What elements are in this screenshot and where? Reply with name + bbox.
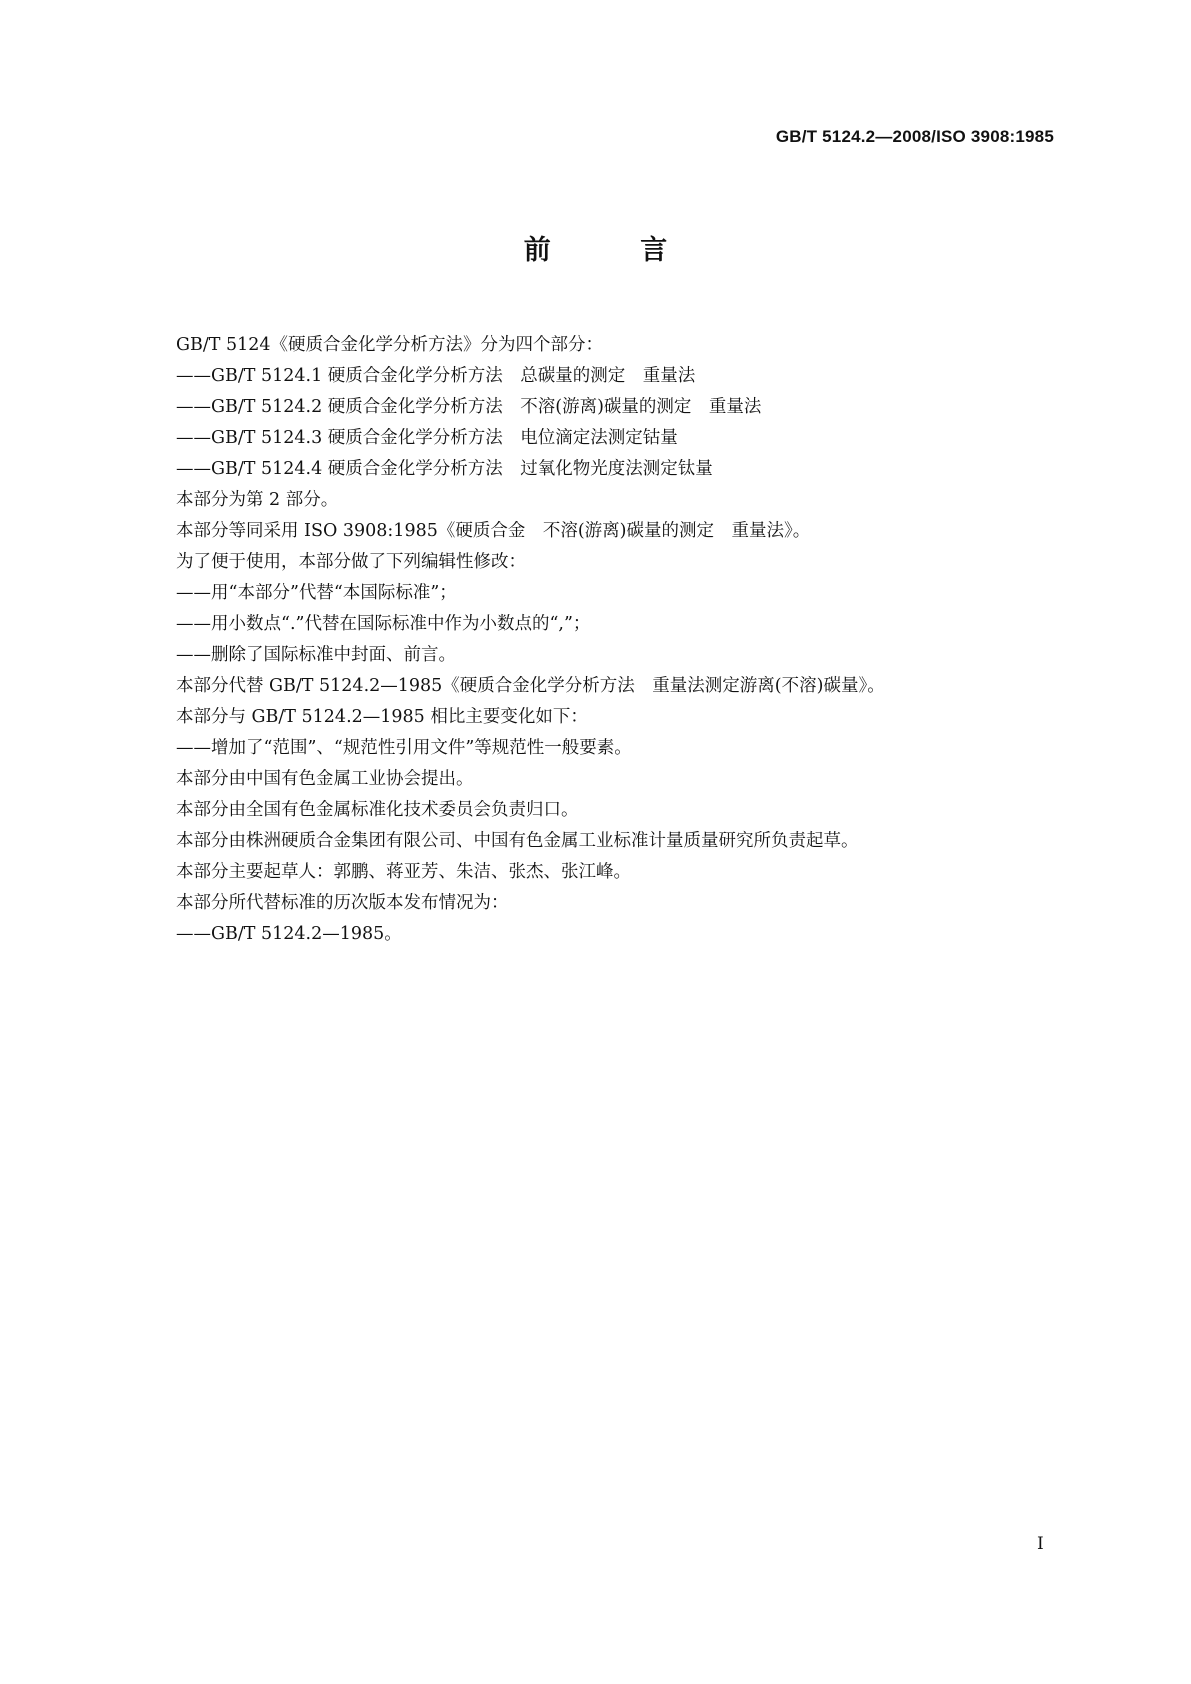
paragraph-line: 为了便于使用，本部分做了下列编辑性修改： [176, 552, 526, 572]
paragraph-line: ——GB/T 5124.1 硬质合金化学分析方法 总碳量的测定 重量法 [176, 366, 696, 386]
paragraph-line: ——增加了“范围”、“规范性引用文件”等规范性一般要素。 [176, 738, 632, 758]
paragraph-line: 本部分由全国有色金属标准化技术委员会负责归口。 [176, 800, 579, 820]
paragraph-line: ——GB/T 5124.4 硬质合金化学分析方法 过氧化物光度法测定钛量 [176, 459, 713, 479]
paragraph-line: 本部分为第 2 部分。 [176, 490, 339, 510]
paragraph-line: 本部分与 GB/T 5124.2—1985 相比主要变化如下： [176, 707, 588, 727]
paragraph-line: 本部分代替 GB/T 5124.2—1985《硬质合金化学分析方法 重量法测定游离(不溶)碳量》。 [176, 676, 885, 696]
paragraph-line: ——GB/T 5124.3 硬质合金化学分析方法 电位滴定法测定钴量 [176, 428, 678, 448]
paragraph-line: 本部分所代替标准的历次版本发布情况为： [176, 893, 509, 913]
page-title: 前 言 [523, 235, 708, 266]
foreword-body [176, 330, 1076, 950]
paragraph-line: 本部分由中国有色金属工业协会提出。 [176, 769, 474, 789]
paragraph-line: ——用小数点“.”代替在国际标准中作为小数点的“,”； [176, 614, 591, 634]
paragraph-line: ——用“本部分”代替“本国际标准”； [176, 583, 457, 603]
page-number: I [1037, 1534, 1044, 1554]
paragraph-line: 本部分由株洲硬质合金集团有限公司、中国有色金属工业标准计量质量研究所负责起草。 [176, 831, 859, 851]
paragraph-line: ——删除了国际标准中封面、前言。 [176, 645, 456, 665]
standard-code-header: GB/T 5124.2—2008/ISO 3908:1985 [775, 127, 1054, 146]
paragraph-line: GB/T 5124《硬质合金化学分析方法》分为四个部分： [176, 335, 604, 355]
paragraph-line: ——GB/T 5124.2—1985。 [176, 924, 402, 944]
paragraph-line: ——GB/T 5124.2 硬质合金化学分析方法 不溶(游离)碳量的测定 重量法 [176, 397, 762, 417]
paragraph-line: 本部分等同采用 ISO 3908:1985《硬质合金 不溶(游离)碳量的测定 重量法》。 [176, 521, 811, 541]
paragraph-line: 本部分主要起草人：郭鹏、蒋亚芳、朱洁、张杰、张江峰。 [176, 862, 631, 882]
